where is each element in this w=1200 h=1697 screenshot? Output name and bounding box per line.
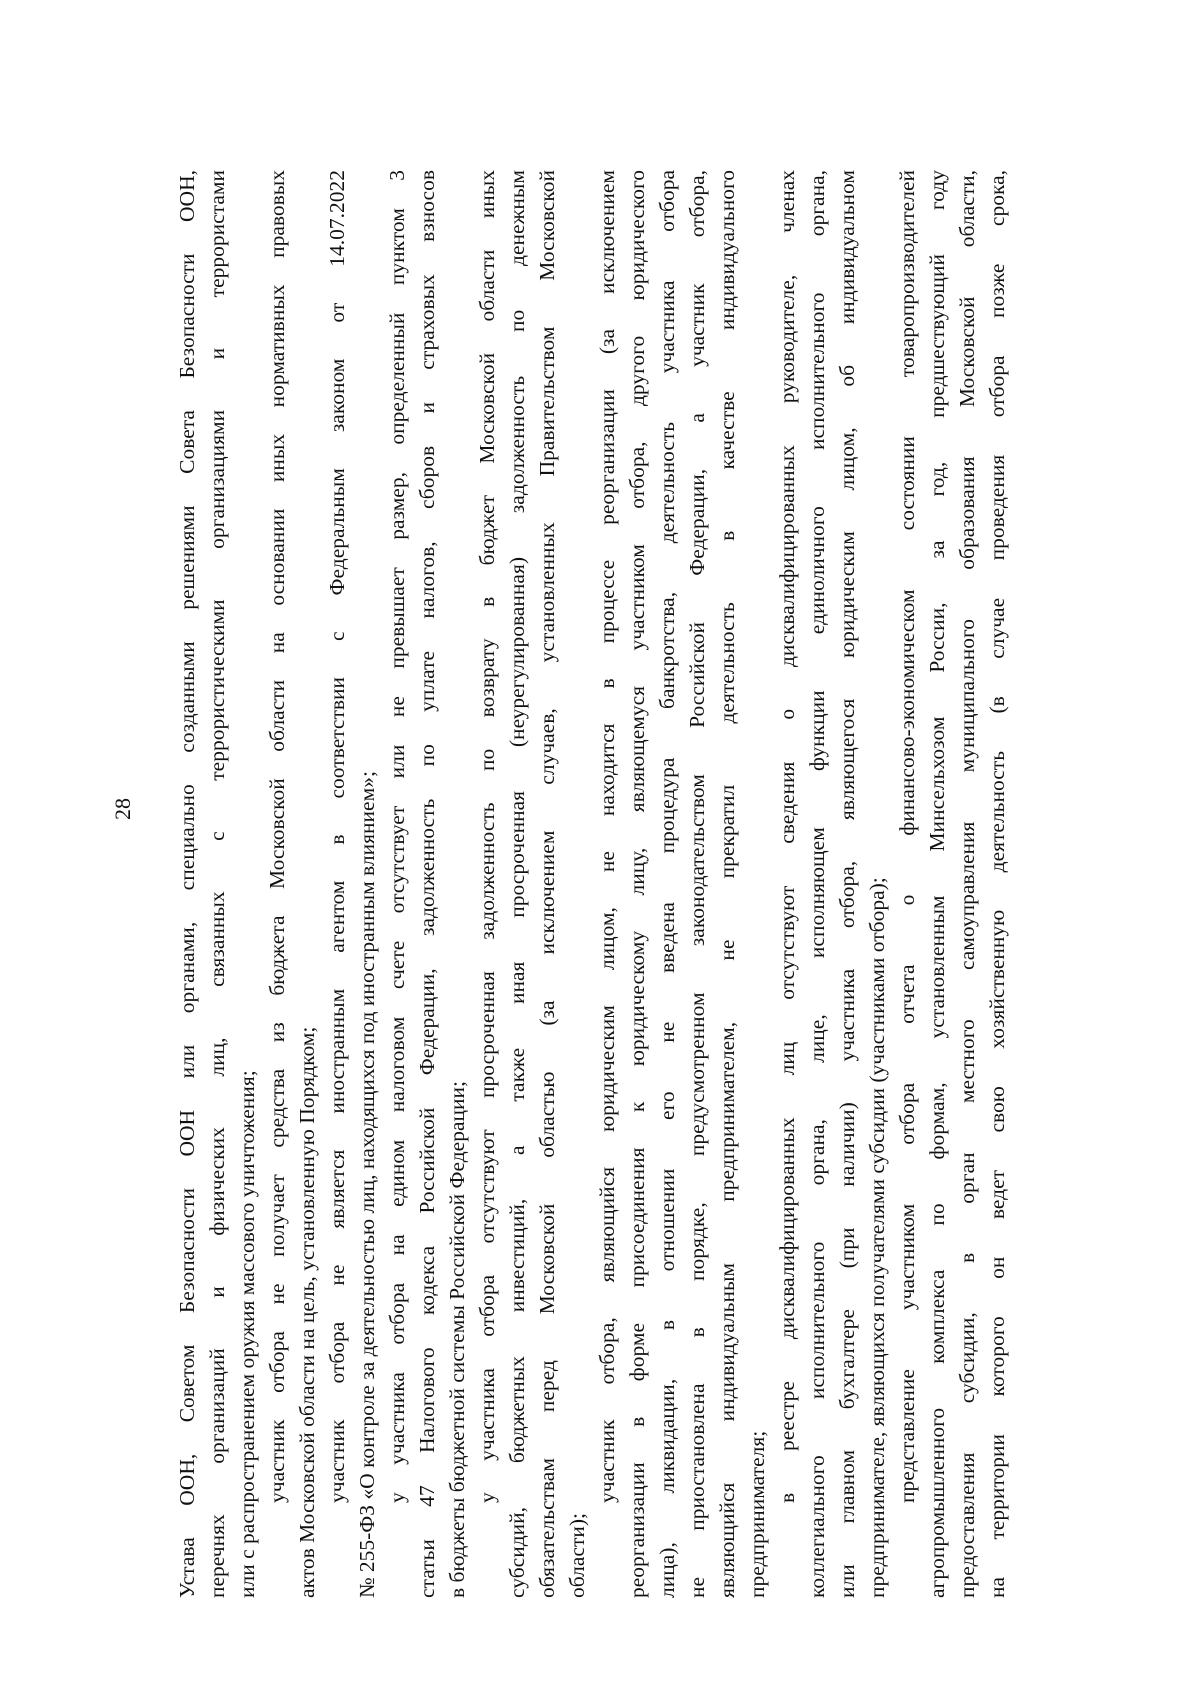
text-line: у участника отбора на едином налоговом счете отсутствует или не превышает размер, определенный пунктом 3 <box>385 170 409 1503</box>
text-line: или с распространением оружия массового уничтожения; <box>235 1070 259 1598</box>
text-line: на территории которого он ведет свою хозяйственную деятельность (в случае проведения отбора позже срока, <box>985 170 1009 1598</box>
text-line: обязательствам перед Московской областью (за исключением случаев, установленных Правительством Московской <box>535 170 559 1598</box>
text-line: статьи 47 Налогового кодекса Российской Федерации, задолженность по уплате налогов, сборов и страховых взносов <box>415 170 439 1598</box>
text-line: перечнях организаций и физических лиц, связанных с террористическими организациями и террористами <box>205 170 229 1598</box>
text-line: участник отбора не получает средства из бюджета Московской области на основании иных нормативных правовых <box>265 170 289 1503</box>
text-line: № 255-ФЗ «О контроле за деятельностью лиц, находящихся под иностранным влиянием»; <box>355 771 379 1598</box>
text-line: представление участником отбора отчета о финансово-экономическом состоянии товаропроизводителей <box>895 170 919 1503</box>
text-line: не приостановлена в порядке, предусмотренном законодательством Российской Федерации, а участник отбора, <box>685 170 709 1598</box>
text-line: или главном бухгалтере (при наличии) участника отбора, являющегося юридическим лицом, об индивидуальном <box>835 170 859 1598</box>
text-line: агропромышленного комплекса по формам, установленным Минсельхозом России, за год, предшествующий году <box>925 170 949 1598</box>
text-line: в бюджеты бюджетной системы Российской Федерации; <box>445 1081 469 1598</box>
text-line: лица), ликвидации, в отношении его не введена процедура банкротства, деятельность участника отбора <box>655 170 679 1598</box>
text-line: коллегиального исполнительного органа, лице, исполняющем функции единоличного исполнительного органа, <box>805 170 829 1598</box>
document-body <box>172 170 1072 1598</box>
text-line: участник отбора не является иностранным агентом в соответствии с Федеральным законом от 14.07.2022 <box>325 170 349 1503</box>
text-line: в реестре дисквалифицированных лиц отсутствуют сведения о дисквалифицированных руководителе, членах <box>775 170 799 1503</box>
text-line: Устава ООН, Советом Безопасности ООН или органами, специально созданными решениями Совета Безопасности ООН, <box>175 170 199 1598</box>
text-line: предоставления субсидии, в орган местного самоуправления муниципального образования Московской области, <box>955 170 979 1598</box>
text-line: реорганизации в форме присоединения к юридическому лицу, являющемуся участником отбора, другого юридического <box>625 170 649 1598</box>
text-line: предпринимателя; <box>745 1430 769 1598</box>
page-number: 28 <box>110 798 135 820</box>
text-line: актов Московской области на цель, установленную Порядком; <box>295 1026 319 1598</box>
text-line: у участника отбора отсутствуют просроченная задолженность по возврату в бюджет Московской области иных <box>475 170 499 1503</box>
text-line: являющийся индивидуальным предпринимателем, не прекратил деятельность в качестве индивидуального <box>715 170 739 1598</box>
text-line: области); <box>565 1512 589 1598</box>
text-line: предпринимателе, являющихся получателями субсидии (участниками отбора); <box>865 877 889 1598</box>
text-line: субсидий, бюджетных инвестиций, а также иная просроченная (неурегулированная) задолженность по денежным <box>505 170 529 1598</box>
text-line: участник отбора, являющийся юридическим лицом, не находится в процессе реорганизации (за исключением <box>595 170 619 1503</box>
